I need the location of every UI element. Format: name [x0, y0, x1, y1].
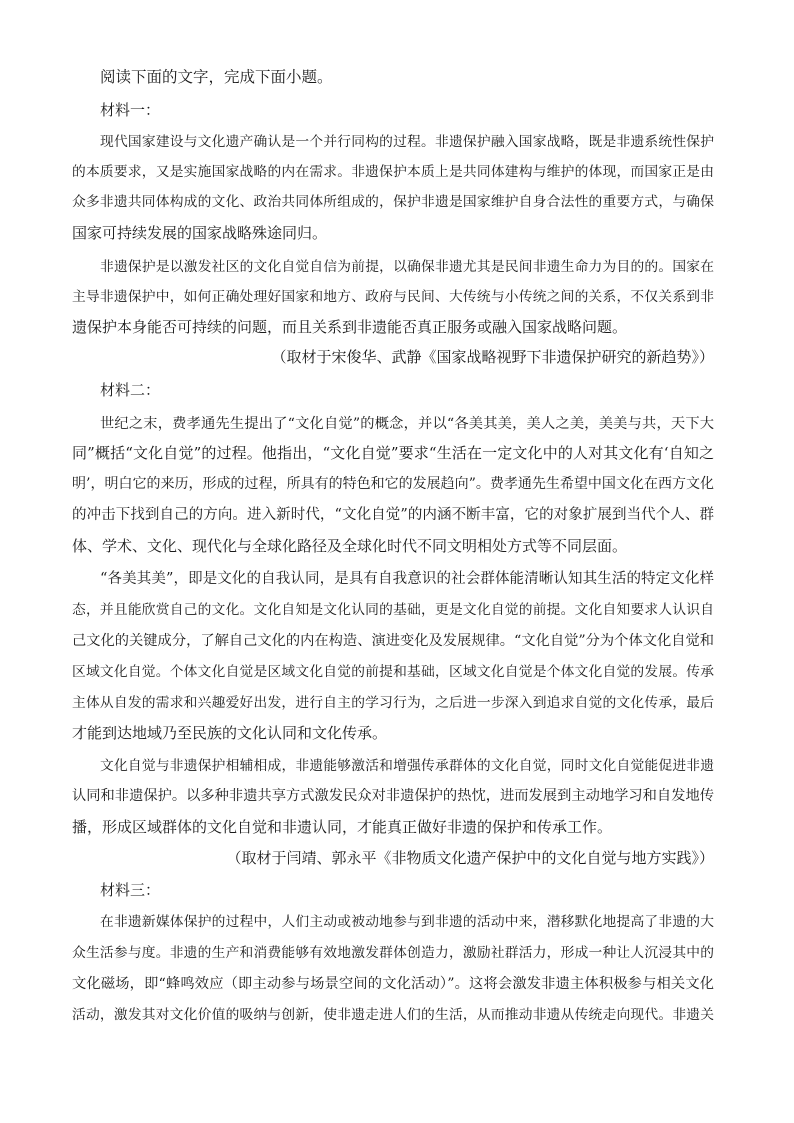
paragraph-line: 的冲击下找到自己的方向。进入新时代，“文化自觉”的内涵不断丰富，它的对象扩展到当代个人、群: [72, 507, 714, 523]
paragraph-line: 众生活参与度。非遗的生产和消费能够有效地激发群体创造力，激励社群活力，形成一种让人沉浸其中的: [72, 945, 714, 961]
instruction-text: 阅读下面的文字，完成下面小题。: [100, 68, 333, 86]
paragraph-line: “各美其美”，即是文化的自我认同，是具有自我意识的社会群体能清晰认知其生活的特定文化样: [100, 571, 714, 587]
material3-label: 材料三：: [100, 881, 161, 899]
paragraph-line: 文化自觉与非遗保护相辅相成，非遗能够激活和增强传承群体的文化自觉，同时文化自觉能促进非遗: [100, 758, 714, 774]
material1-source: （取材于宋俊华、武静《国家战略视野下非遗保护研究的新趋势》）: [271, 348, 714, 366]
paragraph-line: 活动，激发其对文化价值的吸纳与创新，使非遗走进人们的生活，从而推动非遗从传统走向现代。非遗关: [72, 1007, 714, 1023]
paragraph-line: 世纪之末，费孝通先生提出了“文化自觉”的概念，并以“各美其美，美人之美，美美与共，天下大: [100, 416, 714, 432]
paragraph-line: 国家可持续发展的国家战略殊途同归。: [72, 224, 328, 242]
paragraph-line: 现代国家建设与文化遗产确认是一个并行同构的过程。非遗保护融入国家战略，既是非遗系统性保护: [100, 134, 714, 150]
paragraph-line: 认同和非遗保护。以多种非遗共享方式激发民众对非遗保护的热忱，进而发展到主动地学习和自发地传: [72, 788, 714, 804]
paragraph-line: 众多非遗共同体构成的文化、政治共同体所组成的，保护非遗是国家维护自身合法性的重要方式，与确保: [72, 194, 714, 210]
paragraph-line: 才能到达地域乃至民族的文化认同和文化传承。: [72, 724, 388, 742]
paragraph-line: 播，形成区域群体的文化自觉和非遗认同，才能真正做好非遗的保护和传承工作。: [72, 818, 613, 836]
paragraph-line: 主体从自发的需求和兴趣爱好出发，进行自主的学习行为，之后进一步深入到追求自觉的文化传承，最后: [72, 695, 714, 711]
paragraph-line: 体、学术、文化、现代化与全球化路径及全球化时代不同文明相处方式等不同层面。: [72, 537, 628, 555]
paragraph-line: 区域文化自觉。个体文化自觉是区域文化自觉的前提和基础，区域文化自觉是个体文化自觉的发展。传承: [72, 664, 714, 680]
paragraph-line: 文化磁场，即“蜂鸣效应（即主动参与场景空间的文化活动）”。这将会激发非遗主体积极参与相关文化: [72, 976, 714, 992]
material2-source: （取材于闫靖、郭永平《非物质文化遗产保护中的文化自觉与地方实践》）: [226, 849, 714, 867]
paragraph-line: 非遗保护是以激发社区的文化自觉自信为前提，以确保非遗尤其是民间非遗生命力为目的的。国家在: [100, 259, 714, 275]
paragraph-line: 在非遗新媒体保护的过程中，人们主动或被动地参与到非遗的活动中来，潜移默化地提高了非遗的大: [100, 914, 714, 930]
paragraph-line: 遗保护本身能否可持续的问题，而且关系到非遗能否真正服务或融入国家战略问题。: [72, 318, 628, 336]
paragraph-line: 的本质要求，又是实施国家战略的内在需求。非遗保护本质上是共同体建构与维护的体现，而国家正是由: [72, 164, 714, 180]
paragraph-line: 己文化的关键成分，了解自己文化的内在构造、演进变化及发展规律。“文化自觉”分为个体文化自觉和: [72, 633, 714, 649]
paragraph-line: 主导非遗保护中，如何正确处理好国家和地方、政府与民间、大传统与小传统之间的关系，不仅关系到非: [72, 289, 714, 305]
paragraph-line: 同”概括“文化自觉”的过程。他指出，“文化自觉”要求“生活在一定文化中的人对其文化有‘自知之: [72, 444, 714, 462]
material1-label: 材料一：: [100, 101, 161, 119]
material2-label: 材料二：: [100, 381, 161, 399]
paragraph-line: 明’，明白它的来历，形成的过程，所具有的特色和它的发展趋向”。费孝通先生希望中国文化在西方文化: [72, 476, 714, 492]
paragraph-line: 态，并且能欣赏自己的文化。文化自知是文化认同的基础，更是文化自觉的前提。文化自知要求人认识自: [72, 602, 714, 618]
